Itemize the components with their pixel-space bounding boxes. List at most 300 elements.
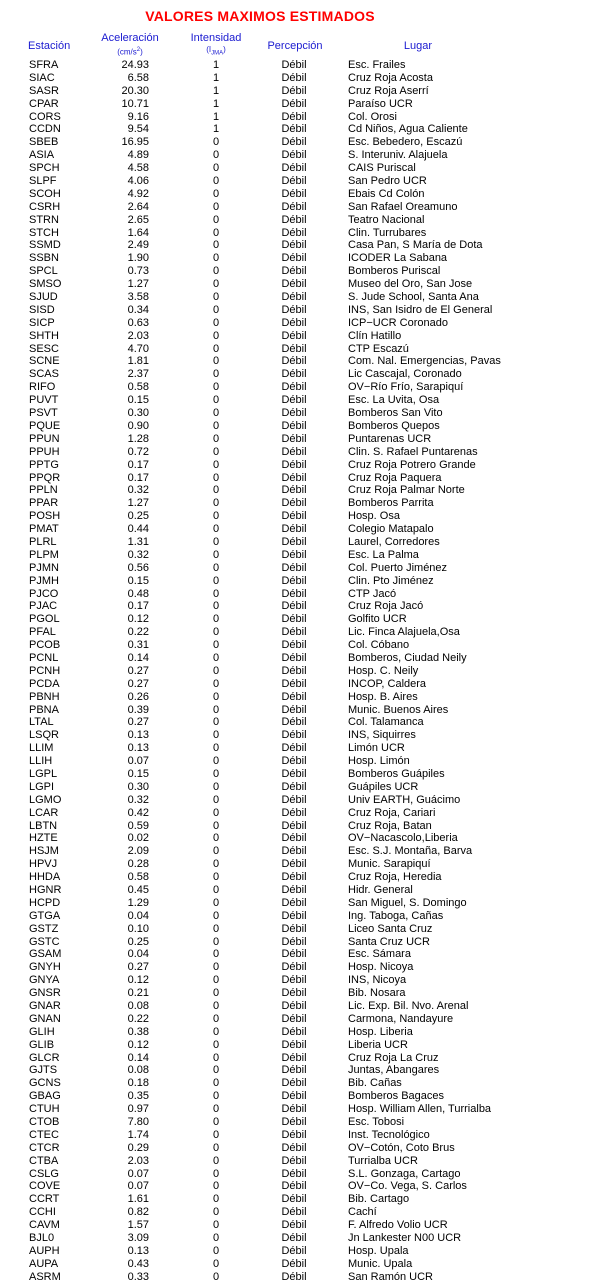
location-name: Santa Cruz UCR [348,935,430,948]
station-code: PMAT [29,523,59,536]
table-row [0,59,590,72]
acceleration-value: 0.59 [127,819,149,832]
acceleration-value: 1.81 [127,355,149,368]
location-name: CAIS Puriscal [348,162,416,175]
location-name: Cruz Roja, Heredia [348,871,442,884]
intensity-value: 0 [212,600,220,613]
intensity-value: 0 [212,587,220,600]
perception-value: Débil [281,329,307,342]
location-name: S. Jude School, Santa Ana [348,291,479,304]
station-code: PLRL [29,535,57,548]
location-name: Hidr. General [348,884,413,896]
intensity-value: 0 [212,780,220,793]
acceleration-value: 1.28 [127,432,149,445]
table-row [0,1077,590,1090]
intensity-value: 0 [212,368,220,381]
location-name: Cruz Roja Acosta [348,71,433,84]
acceleration-value: 0.32 [127,793,149,806]
location-name: INCOP, Caldera [348,677,427,690]
intensity-value: 0 [212,729,220,742]
table-row [0,626,590,639]
intensity-value: 0 [212,884,220,896]
station-code: PJCO [29,587,59,600]
intensity-value: 0 [212,407,220,420]
station-code: STRN [29,213,59,226]
station-code: PQUE [29,419,61,432]
table-row [0,1206,590,1219]
location-name: Bomberos, Ciudad Neily [348,651,467,664]
station-code: GSTC [29,935,60,948]
acceleration-value: 0.14 [127,1051,149,1064]
station-code: AUPH [29,1244,60,1257]
station-code: STCH [29,226,59,239]
header-intensidad-label: Intensidad [190,32,242,44]
location-name: Clin. Turrubares [348,226,427,239]
table-row [0,936,590,949]
intensity-value: 0 [212,213,220,226]
intensity-value: 0 [212,1219,220,1232]
location-name: Lic. Finca Alajuela,Osa [348,626,460,639]
location-name: Col. Orosi [348,110,397,123]
location-name: Hosp. William Allen, Turrialba [348,1103,492,1116]
acceleration-value: 7.80 [127,1116,149,1129]
location-name: Esc. La Uvita, Osa [348,394,440,407]
intensity-value: 0 [212,419,220,432]
acceleration-value: 0.27 [127,677,149,690]
acceleration-value: 0.38 [127,1025,149,1038]
perception-value: Débil [281,535,307,548]
intensity-value: 0 [212,1193,220,1206]
location-name: Cd Niños, Agua Caliente [348,123,468,136]
intensity-value: 1 [212,97,220,110]
acceleration-value: 0.04 [127,948,149,961]
intensity-value: 0 [212,767,220,780]
table-row [0,1168,590,1181]
location-name: CTP Escazú [348,342,409,355]
table-row [0,613,590,626]
location-name: Clin. S. Rafael Puntarenas [348,445,478,458]
perception-value: Débil [281,819,307,832]
station-code: PSVT [29,407,58,420]
acceleration-value: 0.10 [127,922,149,935]
location-name: Lic. Exp. Bil. Nvo. Arenal [348,1000,469,1013]
acceleration-value: 0.17 [127,471,149,484]
perception-value: Débil [281,1206,307,1219]
intensity-value: 0 [212,432,220,445]
acceleration-value: 0.12 [127,974,149,987]
station-code: CSLG [29,1167,59,1180]
intensity-value: 0 [212,1025,220,1038]
station-code: HPVJ [29,858,58,871]
location-name: Cruz Roja, Batan [348,819,432,832]
intensity-value: 0 [212,974,220,987]
acceleration-value: 2.37 [127,368,149,381]
location-name: Cruz Roja Paquera [348,471,442,484]
table-row [0,923,590,936]
header-estacion: Estación [28,40,71,52]
unit-text: (I [206,45,212,54]
acceleration-value: 0.08 [127,1000,149,1013]
station-code: SASR [29,84,59,97]
station-code: COVE [29,1180,61,1193]
table-row [0,484,590,497]
acceleration-value: 2.64 [127,200,149,213]
acceleration-value: 0.30 [127,780,149,793]
location-name: Munic. Sarapiquí [348,858,431,871]
intensity-value: 0 [212,742,220,755]
perception-value: Débil [281,729,307,742]
table-row [0,1052,590,1065]
acceleration-value: 6.58 [127,71,149,84]
location-name: Bomberos Quepos [348,419,440,432]
acceleration-value: 0.33 [127,1270,149,1283]
perception-value: Débil [281,187,307,200]
location-name: Esc. Tobosi [348,1116,405,1129]
acceleration-value: 16.95 [121,136,149,149]
location-name: Bomberos San Vito [348,407,443,420]
intensity-value: 0 [212,510,220,523]
table-row [0,162,590,175]
perception-value: Débil [281,291,307,304]
station-code: HGNR [29,884,62,896]
table-row [0,394,590,407]
location-name: Colegio Matapalo [348,523,434,536]
station-code: LGMO [29,793,62,806]
acceleration-value: 0.27 [127,664,149,677]
table-row [0,781,590,794]
station-code: SCOH [29,187,61,200]
intensity-value: 0 [212,329,220,342]
unit-close: ) [223,45,226,54]
table-row [0,1193,590,1206]
perception-value: Débil [281,368,307,381]
intensity-value: 0 [212,716,220,729]
table-row [0,111,590,124]
intensity-value: 1 [212,71,220,84]
perception-value: Débil [281,97,307,110]
location-name: Hosp. Liberia [348,1025,413,1038]
location-name: Munic. Upala [348,1257,413,1270]
perception-value: Débil [281,780,307,793]
location-name: Hosp. Upala [348,1244,409,1257]
acceleration-value: 9.16 [127,110,149,123]
location-name: OV−Nacascolo,Liberia [348,832,458,845]
perception-value: Débil [281,1077,307,1090]
location-name: INS, Nicoya [348,974,407,987]
table-row [0,652,590,665]
station-code: GJTS [29,1064,58,1077]
intensity-value: 0 [212,458,220,471]
acceleration-value: 2.49 [127,239,149,252]
location-name: Jn Lankester N00 UCR [348,1232,462,1245]
perception-value: Débil [281,458,307,471]
intensity-value: 0 [212,1206,220,1219]
location-name: Lic Cascajal, Coronado [348,368,462,381]
perception-value: Débil [281,1193,307,1206]
table-row [0,704,590,717]
acceleration-value: 1.57 [127,1219,149,1232]
acceleration-value: 10.71 [121,97,149,110]
acceleration-value: 0.27 [127,961,149,974]
table-row [0,1013,590,1026]
acceleration-value: 1.29 [127,896,149,909]
station-code: CCRT [29,1193,60,1206]
acceleration-value: 0.72 [127,445,149,458]
intensity-value: 0 [212,1012,220,1025]
acceleration-value: 0.13 [127,1244,149,1257]
intensity-value: 1 [212,84,220,97]
table-row [0,575,590,588]
location-name: Bib. Cañas [348,1077,402,1090]
location-name: Teatro Nacional [348,213,425,226]
intensity-value: 1 [212,110,220,123]
table-row [0,1000,590,1013]
table-row [0,897,590,910]
table-row [0,961,590,974]
location-name: Bib. Nosara [348,987,406,1000]
perception-value: Débil [281,510,307,523]
perception-value: Débil [281,961,307,974]
intensity-value: 0 [212,1180,220,1193]
table-row [0,600,590,613]
location-name: Cruz Roja La Cruz [348,1051,439,1064]
acceleration-value: 0.42 [127,806,149,819]
table-row [0,433,590,446]
location-name: Cruz Roja, Cariari [348,806,436,819]
table-row [0,832,590,845]
station-code: SSBN [29,252,59,265]
table-header [0,32,590,58]
table-row [0,1116,590,1129]
intensity-value: 0 [212,445,220,458]
intensity-value: 0 [212,1116,220,1129]
station-code: SBEB [29,136,59,149]
station-code: ASRM [29,1270,61,1283]
intensity-value: 0 [212,574,220,587]
location-name: INS, Siquirres [348,729,416,742]
acceleration-value: 3.09 [127,1232,149,1245]
perception-value: Débil [281,1000,307,1013]
header-aceleracion-label: Aceleración [101,32,159,44]
station-code: RIFO [29,381,56,394]
intensity-value: 0 [212,278,220,291]
station-code: GNYA [29,974,60,987]
location-name: CTP Jacó [348,587,397,600]
intensity-value: 0 [212,252,220,265]
perception-value: Débil [281,278,307,291]
location-name: S. Interuniv. Alajuela [348,149,448,162]
table-row [0,459,590,472]
intensity-value: 0 [212,136,220,149]
location-name: Museo del Oro, San Jose [348,278,473,291]
perception-value: Débil [281,935,307,948]
station-code: GNAN [29,1012,61,1025]
intensity-value: 0 [212,1064,220,1077]
intensity-value: 0 [212,922,220,935]
acceleration-value: 0.15 [127,574,149,587]
station-code: PFAL [29,626,56,639]
acceleration-value: 0.15 [127,394,149,407]
intensity-value: 0 [212,935,220,948]
table-row [0,523,590,536]
table-row [0,1219,590,1232]
location-name: Carmona, Nandayure [348,1012,454,1025]
perception-value: Débil [281,651,307,664]
acceleration-value: 1.61 [127,1193,149,1206]
table-row [0,820,590,833]
station-code: BJL0 [29,1232,55,1245]
station-code: CTCR [29,1141,60,1154]
perception-value: Débil [281,162,307,175]
perception-value: Débil [281,175,307,188]
header-aceleracion [90,32,170,59]
intensity-value: 0 [212,1270,220,1283]
perception-value: Débil [281,871,307,884]
table-row [0,755,590,768]
station-code: GSAM [29,948,62,961]
station-code: GNYH [29,961,61,974]
table-row [0,330,590,343]
location-name: Ing. Taboga, Cañas [348,909,444,922]
acceleration-value: 0.63 [127,316,149,329]
table-row [0,871,590,884]
acceleration-value: 0.32 [127,548,149,561]
table-row [0,768,590,781]
location-name: ICODER La Sabana [348,252,448,265]
table-row [0,1271,590,1284]
table-row [0,807,590,820]
intensity-value: 0 [212,1103,220,1116]
acceleration-value: 1.31 [127,535,149,548]
perception-value: Débil [281,561,307,574]
acceleration-value: 0.13 [127,742,149,755]
perception-value: Débil [281,548,307,561]
station-code: SMSO [29,278,62,291]
station-code: PPQR [29,471,61,484]
intensity-value: 1 [212,59,220,71]
location-name: San Ramón UCR [348,1270,433,1283]
acceleration-value: 2.03 [127,329,149,342]
intensity-value: 0 [212,690,220,703]
table-row [0,265,590,278]
unit-close: ) [140,47,143,57]
station-code: PJMN [29,561,59,574]
intensity-value: 0 [212,1244,220,1257]
acceleration-value: 4.58 [127,162,149,175]
perception-value: Débil [281,858,307,871]
station-code: CCHI [29,1206,56,1219]
station-code: HZTE [29,832,58,845]
location-name: OV−Río Frío, Sarapiquí [348,381,464,394]
perception-value: Débil [281,896,307,909]
table-row [0,1103,590,1116]
table-row [0,472,590,485]
perception-value: Débil [281,110,307,123]
station-code: PBNH [29,690,60,703]
location-name: Cruz Roja Potrero Grande [348,458,476,471]
perception-value: Débil [281,639,307,652]
intensity-value: 0 [212,1167,220,1180]
intensity-value: 0 [212,1051,220,1064]
perception-value: Débil [281,742,307,755]
intensity-value: 1 [212,123,220,136]
station-code: SFRA [29,59,59,71]
table-row [0,1232,590,1245]
perception-value: Débil [281,1116,307,1129]
perception-value: Débil [281,1167,307,1180]
acceleration-value: 0.31 [127,639,149,652]
perception-value: Débil [281,1154,307,1167]
perception-value: Débil [281,793,307,806]
intensity-value: 0 [212,1090,220,1103]
table-row [0,123,590,136]
location-name: Munic. Buenos Aires [348,703,449,716]
table-row [0,1064,590,1077]
perception-value: Débil [281,613,307,626]
location-name: Ebais Cd Colón [348,187,425,200]
location-name: INS, San Isidro de El General [348,303,493,316]
location-name: Cruz Roja Aserrí [348,84,429,97]
table-row [0,252,590,265]
intensity-value: 0 [212,548,220,561]
acceleration-value: 0.17 [127,458,149,471]
acceleration-value: 0.15 [127,767,149,780]
station-code: PCNH [29,664,61,677]
acceleration-value: 0.35 [127,1090,149,1103]
station-code: SICP [29,316,55,329]
table-row [0,974,590,987]
header-aceleracion-unit [90,44,170,59]
location-name: OV−Cotón, Coto Brus [348,1141,455,1154]
station-code: PJMH [29,574,59,587]
intensity-value: 0 [212,316,220,329]
perception-value: Débil [281,1270,307,1283]
station-code: PLPM [29,548,59,561]
station-code: LCAR [29,806,59,819]
intensity-value: 0 [212,613,220,626]
intensity-value: 0 [212,1232,220,1245]
intensity-value: 0 [212,484,220,497]
station-code: CTBA [29,1154,59,1167]
header-intensidad-unit [180,44,252,60]
perception-value: Débil [281,1051,307,1064]
location-name: Guápiles UCR [348,780,419,793]
perception-value: Débil [281,136,307,149]
acceleration-value: 0.12 [127,1038,149,1051]
perception-value: Débil [281,419,307,432]
intensity-value: 0 [212,303,220,316]
station-code: CAVM [29,1219,60,1232]
station-code: SLPF [29,175,57,188]
perception-value: Débil [281,484,307,497]
acceleration-value: 0.18 [127,1077,149,1090]
table-row [0,98,590,111]
acceleration-value: 1.27 [127,497,149,510]
perception-value: Débil [281,239,307,252]
acceleration-value: 1.64 [127,226,149,239]
location-name: ICP−UCR Coronado [348,316,448,329]
perception-value: Débil [281,213,307,226]
intensity-value: 0 [212,291,220,304]
perception-value: Débil [281,432,307,445]
station-code: LTAL [29,716,54,729]
intensity-value: 0 [212,239,220,252]
perception-value: Débil [281,832,307,845]
perception-value: Débil [281,664,307,677]
perception-value: Débil [281,974,307,987]
station-code: HCPD [29,896,61,909]
perception-value: Débil [281,200,307,213]
